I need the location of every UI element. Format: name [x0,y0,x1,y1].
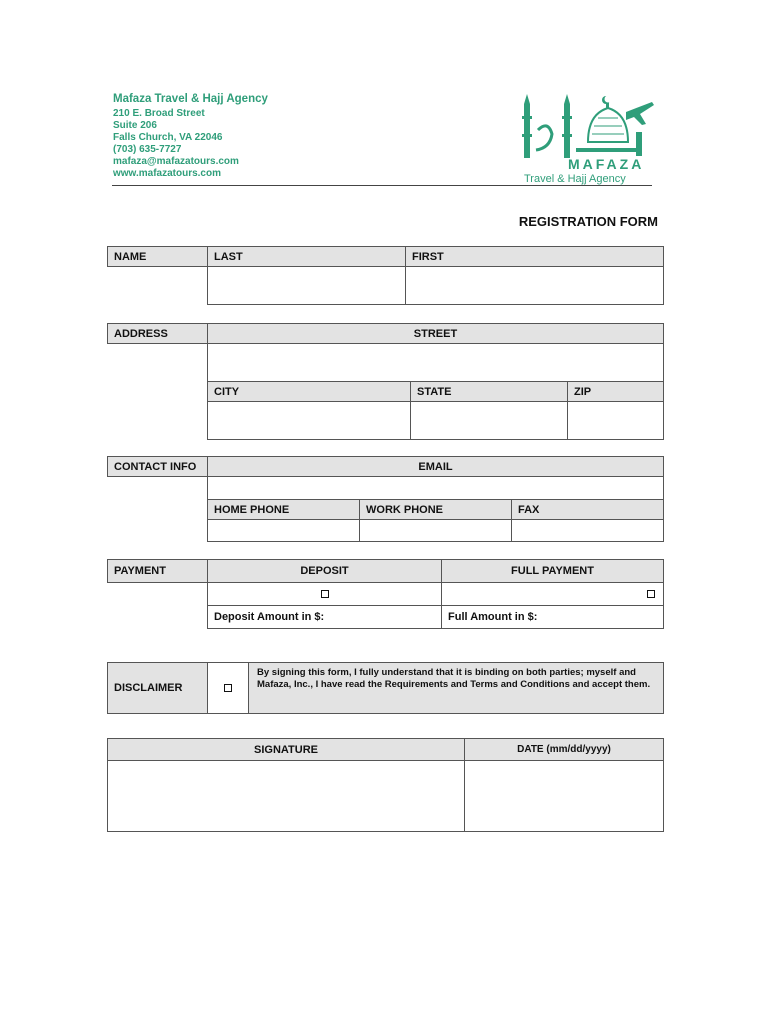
agency-website: www.mafazatours.com [113,168,221,179]
home-phone-label: HOME PHONE [207,499,360,520]
disclaimer-section-label: DISCLAIMER [107,662,208,714]
first-name-label: FIRST [405,246,664,267]
first-name-field[interactable] [405,266,664,305]
city-label: CITY [207,381,411,402]
disclaimer-checkbox-cell[interactable] [207,662,249,714]
zip-field[interactable] [567,401,664,440]
name-section-label: NAME [107,246,208,267]
svg-text:Travel & Hajj Agency: Travel & Hajj Agency [524,173,626,185]
street-label: STREET [207,323,664,344]
payment-section-label: PAYMENT [107,559,208,583]
contact-section-label: CONTACT INFO [107,456,208,477]
work-phone-label: WORK PHONE [359,499,512,520]
disclaimer-checkbox[interactable] [224,684,232,692]
signature-field[interactable] [107,760,465,832]
form-title: REGISTRATION FORM [518,214,658,229]
fax-label: FAX [511,499,664,520]
deposit-label: DEPOSIT [207,559,442,583]
svg-text:MAFAZA: MAFAZA [568,156,645,172]
agency-address-block [113,93,268,180]
home-phone-field[interactable] [207,519,360,542]
signature-label: SIGNATURE [107,738,465,761]
full-amount-field[interactable] [441,605,664,629]
work-phone-field[interactable] [359,519,512,542]
deposit-checkbox-cell[interactable] [207,582,442,606]
full-payment-label: FULL PAYMENT [441,559,664,583]
full-payment-checkbox-cell[interactable] [441,582,664,606]
zip-label: ZIP [567,381,664,402]
disclaimer-text: By signing this form, I fully understand that it is binding on both parties; myself and Mafaza, Inc., I have read the Requirements and Terms and Conditions and accept them. [248,662,664,714]
agency-phone: (703) 635-7727 [113,144,182,155]
deposit-amount-label: Deposit Amount in $: [214,611,325,623]
state-field[interactable] [410,401,568,440]
date-label: DATE (mm/dd/yyyy) [464,738,664,761]
state-label: STATE [410,381,568,402]
street-field[interactable] [207,343,664,382]
agency-email: mafaza@mafazatours.com [113,156,239,167]
deposit-amount-field[interactable] [207,605,442,629]
agency-street: 210 E. Broad Street [113,108,205,119]
mafaza-logo [518,90,658,185]
fax-field[interactable] [511,519,664,542]
address-section-label: ADDRESS [107,323,208,344]
header-divider [112,185,652,186]
agency-suite: Suite 206 [113,120,157,131]
date-field[interactable] [464,760,664,832]
city-field[interactable] [207,401,411,440]
email-field[interactable] [207,476,664,500]
full-payment-checkbox[interactable] [647,590,655,598]
last-name-field[interactable] [207,266,406,305]
full-amount-label: Full Amount in $: [448,611,538,623]
mosque-plane-logo-icon [518,90,658,185]
last-name-label: LAST [207,246,406,267]
agency-name: Mafaza Travel & Hajj Agency [113,93,268,105]
deposit-checkbox[interactable] [321,590,329,598]
email-label: EMAIL [207,456,664,477]
agency-city: Falls Church, VA 22046 [113,132,223,143]
